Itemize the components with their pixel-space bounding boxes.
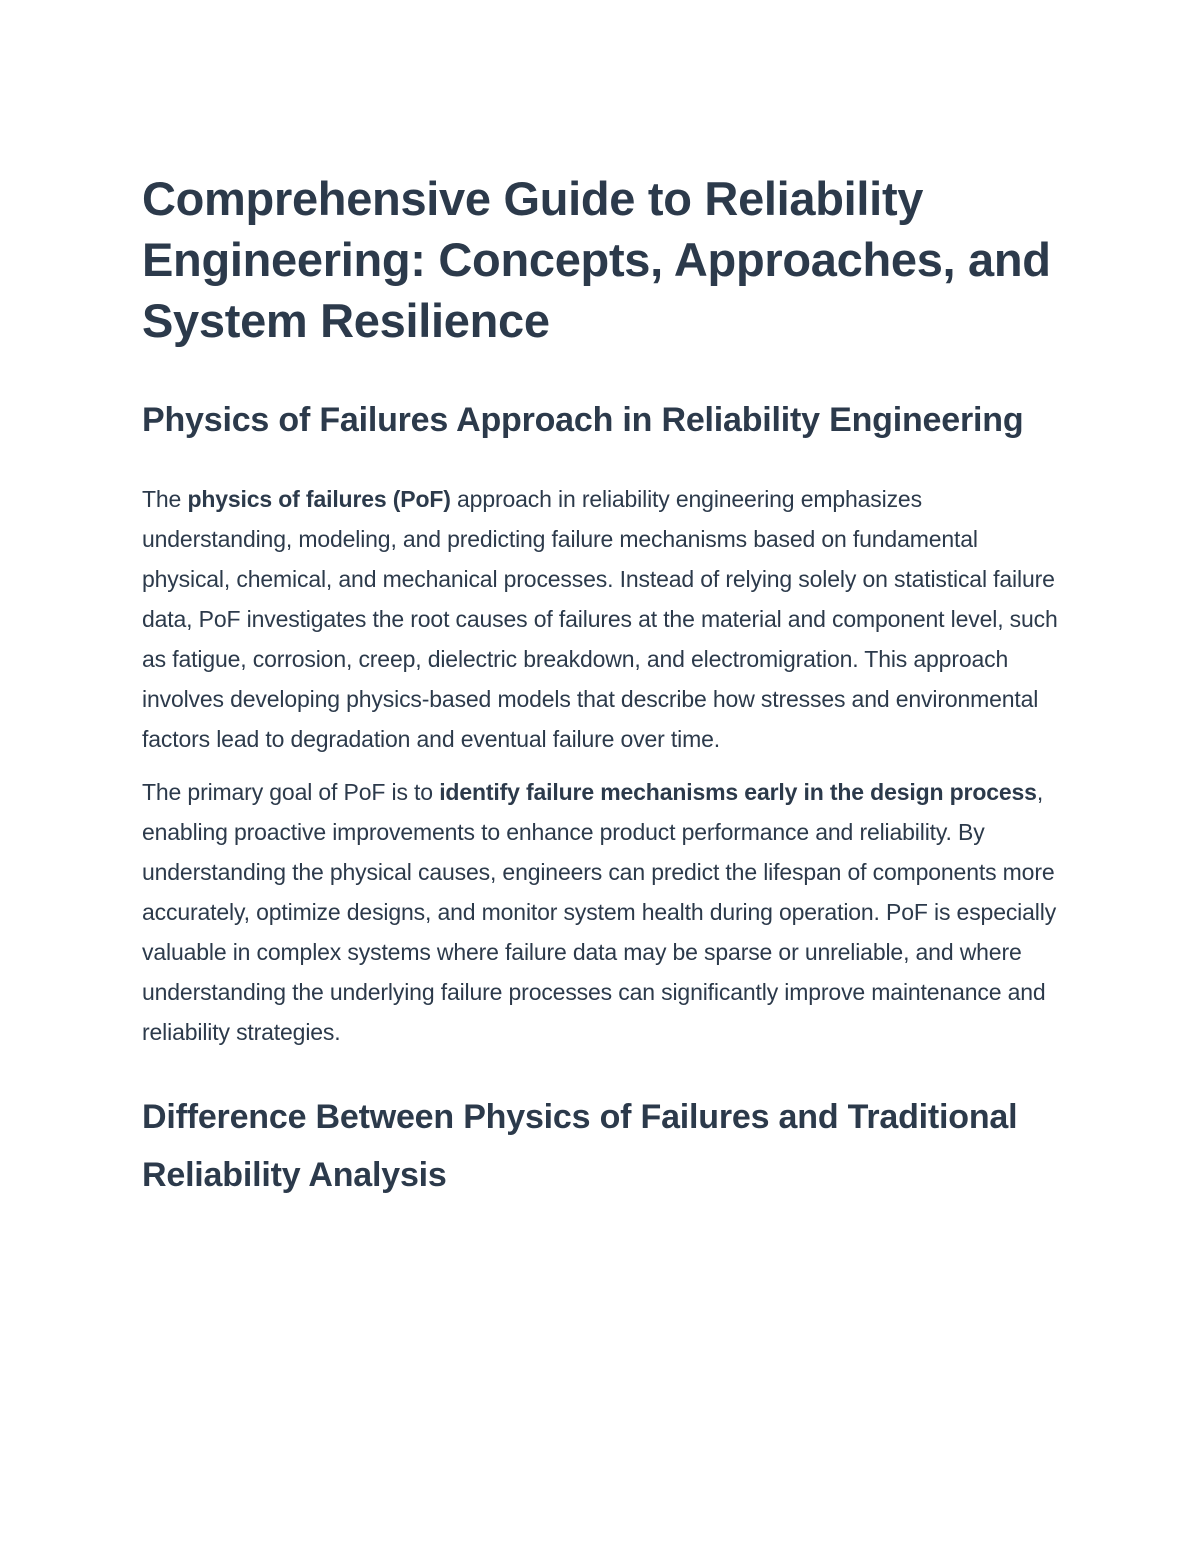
paragraph-text: The [142,486,188,512]
bold-term-pof: physics of failures (PoF) [187,486,451,512]
paragraph-text: The primary goal of PoF is to [142,779,440,805]
document-title: Comprehensive Guide to Reliability Engineering: Concepts, Approaches, and System Resilience [142,172,1051,347]
document-page [142,168,1072,1204]
paragraph-text: approach in reliability engineering emphasizes understanding, modeling, and predicting failure mechanisms based on fundamental physical, chemical, and mechanical processes. Instead of relying solely on statistical failure data, PoF investigates the root causes of failures at the material and component level, such as fatigue, corrosion, creep, dielectric breakdown, and electromigration. This approach involves developing physics-based models that describe how stresses and environmental factors lead to degradation and eventual failure over time. [142,486,1058,752]
paragraph-pof-goal [142,772,1072,1052]
section-heading-difference: Difference Between Physics of Failures and Traditional Reliability Analysis [142,1098,1018,1194]
paragraph-text: , enabling proactive improvements to enhance product performance and reliability. By understanding the physical causes, engineers can predict the lifespan of components more accurately, optimize designs, and monitor system health during operation. PoF is especially valuable in complex systems where failure data may be sparse or unreliable, and where understanding the underlying failure processes can significantly improve maintenance and reliability strategies. [142,779,1057,1045]
paragraph-pof-intro [142,479,1072,759]
bold-phrase-identify-failure: identify failure mechanisms early in the design process [439,779,1037,805]
section-heading-physics-of-failures: Physics of Failures Approach in Reliability Engineering [142,401,1024,439]
